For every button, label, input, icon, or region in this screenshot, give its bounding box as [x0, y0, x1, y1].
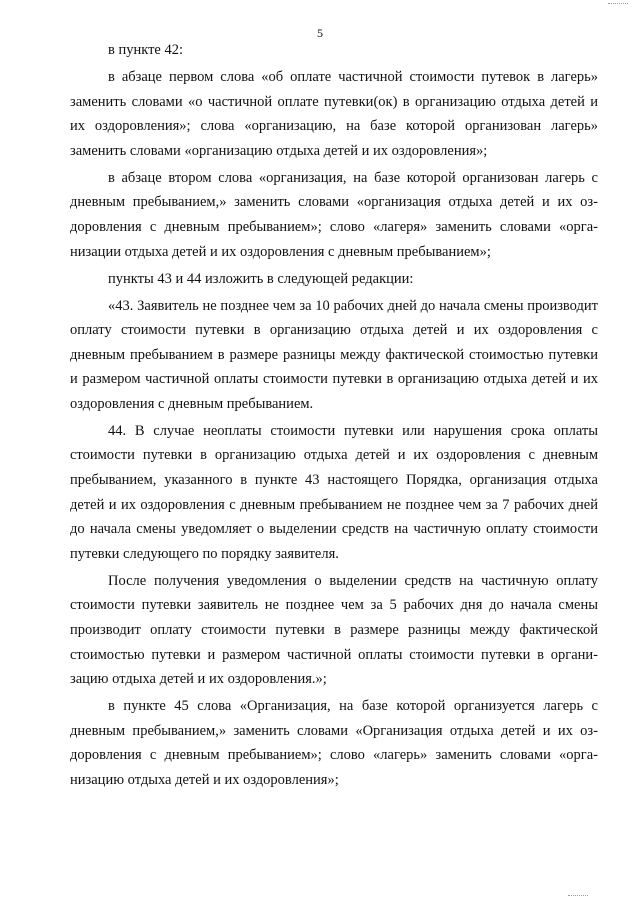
paragraph-point-43-text: «43. Заявитель не позднее чем за 10 рабочих дней до начала смены производит оплату стоимости путевки в организацию отдыха детей и их оздоровления с дневным пребыванием в размере разницы между фактической стоимостью путевки и размером частичной оплаты стоимости путевки в организацию отдыха детей и их оздоровления с дневным пребыванием.: [70, 297, 598, 412]
paragraph-point-45: в пункте 45 слова «Организация, на базе которой организуется лагерь с дневным пребыванием,» заменить словами «Организация отдыха детей и их оздоровления с дневным пребыванием»; слово «лагерь» заменить словами «организацию отдыха детей и их оздоровления»;: [70, 698, 598, 788]
scan-mark-bottom: [568, 895, 588, 900]
paragraph-points-43-44: пункты 43 и 44 изложить в следующей редакции:: [108, 270, 414, 287]
paragraph-after-notification: После получения уведомления о выделении средств на частичную оплату стоимости путевки заявитель не позднее чем за 5 рабочих дня до начала смены производит оплату стоимости путевки в размере разницы между фактической стоимостью путевки и размером частичной оплаты стоимости путевки в организацию отдыха детей и их оздоровления.»;: [70, 572, 598, 688]
document-body: [70, 38, 598, 795]
paragraph-point-44-text: 44. В случае неоплаты стоимости путевки или нарушения срока оплаты стоимости путевки в организацию отдыха детей и их оздоровления с дневным пребыванием, указанного в пункте 43 настоящего Порядка, организация отдыха детей и их оздоровления с дневным пребыванием не позднее чем за 7 рабочих дней до начала смены уведомляет о выделении средств на частичную оплату стоимости путевки следующего по порядку заявителя.: [70, 422, 598, 562]
paragraph-first-subparagraph: в абзаце первом слова «об оплате частичной стоимости путевок в лагерь» заменить словами «о частичной оплате путевки(ок) в организацию отдыха детей и их оздоровления»; слова «организацию, на базе которой организован лагерь» заменить словами «организацию отдыха детей и их оздоровления»;: [70, 68, 598, 159]
paragraph-second-subparagraph: в абзаце втором слова «организация, на базе которой организован лагерь с дневным пребыванием,» заменить словами «организация отдыха детей и их оздоровления с дневным пребыванием»; слово «лагеря» заменить словами «организации отдыха детей и их оздоровления с дневным пребыванием»;: [70, 169, 598, 260]
page-number: 5: [317, 26, 323, 40]
scan-mark-top: [608, 3, 628, 8]
paragraph-point-42: в пункте 42:: [108, 42, 184, 58]
